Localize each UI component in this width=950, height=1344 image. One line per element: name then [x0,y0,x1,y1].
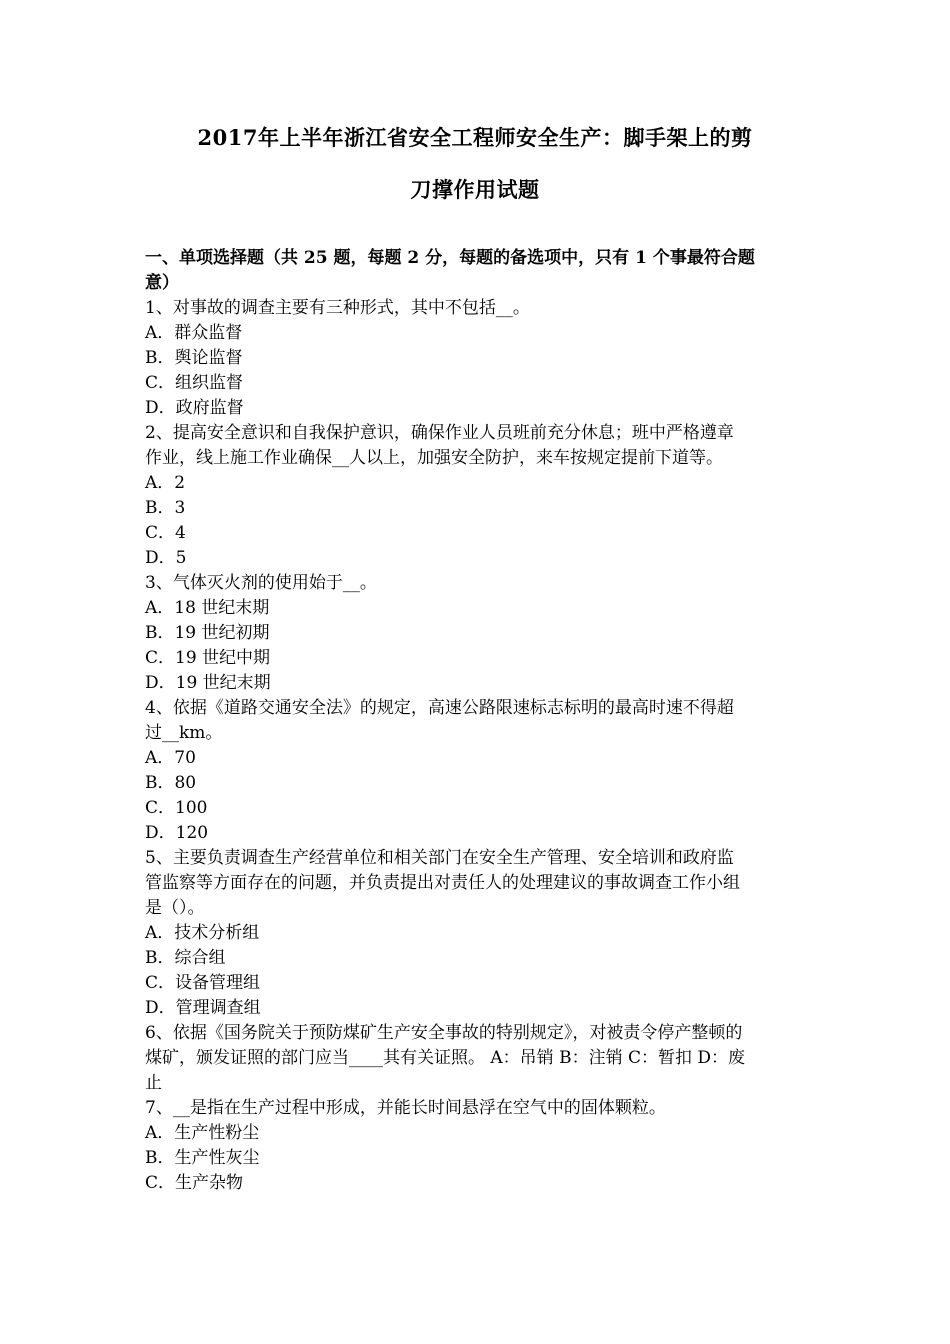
text-line: B．3 [145,498,186,518]
text-line: 5、主要负责调查生产经营单位和相关部门在安全生产管理、安全培训和政府监 [145,848,734,868]
text-line: A．2 [145,473,186,493]
text-line: 止 [145,1073,162,1093]
text-line: D．5 [145,548,187,568]
text-line: B．19 世纪初期 [145,623,270,643]
text-line: D．120 [145,823,209,843]
text-line: 作业，线上施工作业确保__人以上，加强安全防护，来车按规定提前下道等。 [145,448,723,468]
text-line: C．100 [145,798,208,818]
text-line: B．80 [145,773,197,793]
text-line: 煤矿，颁发证照的部门应当____其有关证照。 A：吊销 B：注销 C：暂扣 D：废 [145,1048,746,1068]
text-line: C．组织监督 [145,373,244,393]
text-line: 4、依据《道路交通安全法》的规定，高速公路限速标志标明的最高时速不得超 [145,698,734,718]
text-line: A．18 世纪末期 [145,598,270,618]
text-line: 7、__是指在生产过程中形成，并能长时间悬浮在空气中的固体颗粒。 [145,1098,666,1118]
text-line: D．政府监督 [145,398,244,418]
section-heading-line-1: 一、单项选择题（共 25 题，每题 2 分，每题的备选项中，只有 1 个事最符合题 [145,248,755,268]
text-line: 3、气体灭火剂的使用始于__。 [145,573,377,593]
text-line: C．生产杂物 [145,1173,244,1193]
text-line: 过__km。 [145,723,223,743]
text-line: 1、对事故的调查主要有三种形式，其中不包括__。 [145,298,530,318]
text-line: B．舆论监督 [145,348,243,368]
text-line: A．生产性粉尘 [145,1123,260,1143]
text-line: D．管理调查组 [145,998,261,1018]
document-body [145,246,810,1196]
document-title [140,112,810,216]
text-line: D．19 世纪末期 [145,673,271,693]
text-line: 2、提高安全意识和自我保护意识，确保作业人员班前充分休息；班中严格遵章 [145,423,734,443]
text-line: B．综合组 [145,948,226,968]
text-line: 6、依据《国务院关于预防煤矿生产安全事故的特别规定》，对被责令停产整顿的 [145,1023,743,1043]
title-line-1: 2017年上半年浙江省安全工程师安全生产：脚手架上的剪 [197,125,753,150]
text-line: C．19 世纪中期 [145,648,271,668]
text-line: 是（）。 [145,898,205,918]
text-line: A．群众监督 [145,323,243,343]
title-line-2: 刀撑作用试题 [410,177,540,202]
text-line: C．设备管理组 [145,973,261,993]
section-heading-line-2: 意） [145,273,179,293]
text-line: A．技术分析组 [145,923,260,943]
text-line: 管监察等方面存在的问题，并负责提出对责任人的处理建议的事故调查工作小组 [145,873,740,893]
text-line: C．4 [145,523,186,543]
question-list [145,296,810,1196]
text-line: B．生产性灰尘 [145,1148,260,1168]
text-line: A．70 [145,748,196,768]
